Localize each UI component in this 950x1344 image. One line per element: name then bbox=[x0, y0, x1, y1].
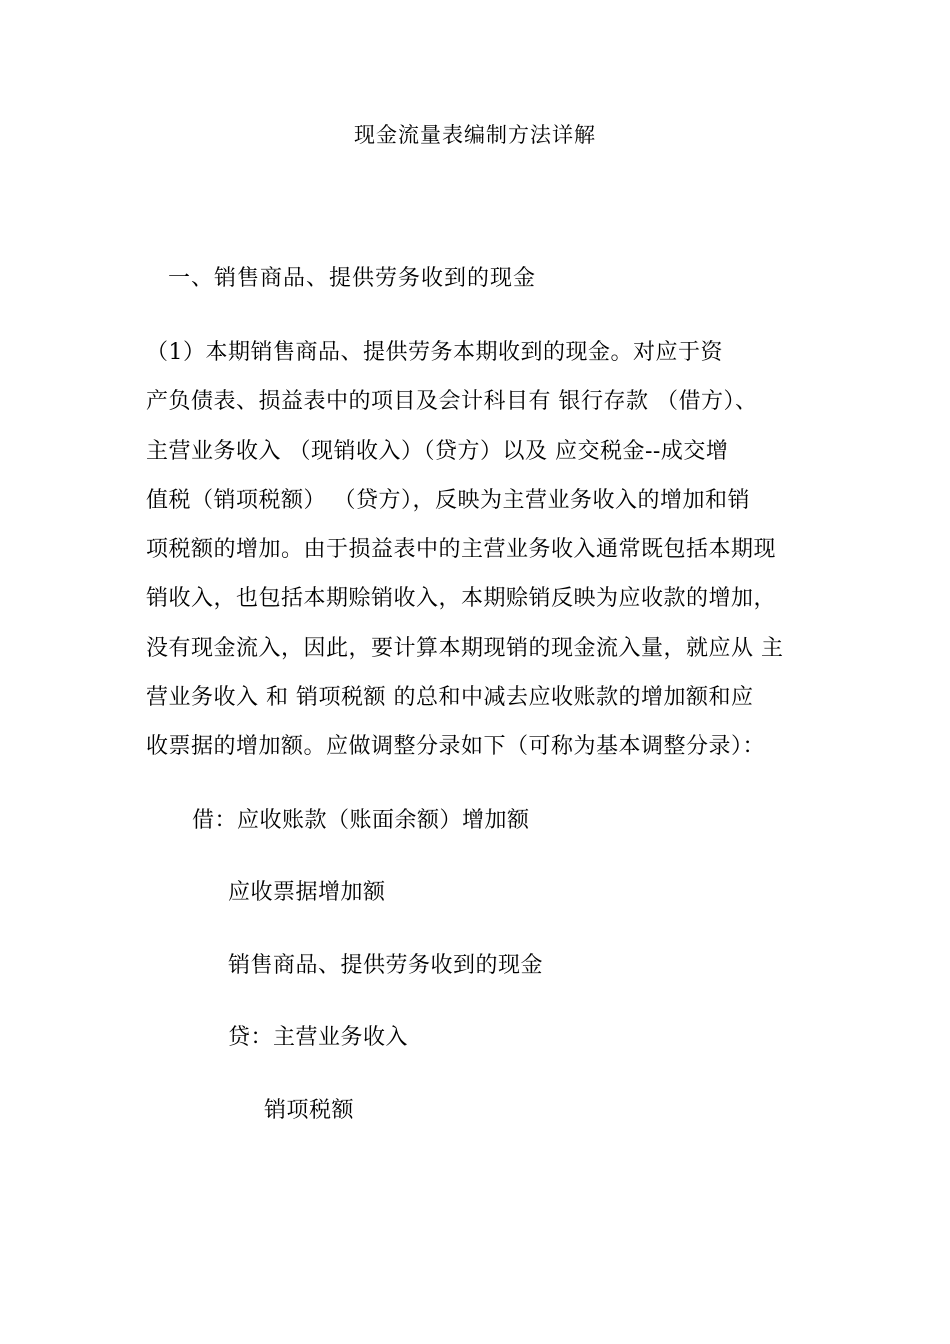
paragraph-line: 收票据的增加额。应做调整分录如下（可称为基本调整分录）： bbox=[146, 734, 766, 760]
paragraph-line: 项税额的增加。由于损益表中的主营业务收入通常既包括本期现 bbox=[146, 537, 777, 563]
journal-debit-line: 应收票据增加额 bbox=[228, 880, 386, 905]
paragraph-line: 值税（销项税额） （贷方），反映为主营业务收入的增加和销 bbox=[146, 487, 750, 513]
journal-debit-line: 借：应收账款（账面余额）增加额 bbox=[192, 808, 530, 833]
paragraph-line: （1）本期销售商品、提供劳务本期收到的现金。对应于资 bbox=[146, 340, 723, 365]
body-paragraph bbox=[146, 334, 816, 778]
paragraph-line: 主营业务收入 （现销收入）（贷方）以及 应交税金--成交增 bbox=[146, 438, 729, 464]
document-title: 现金流量表编制方法详解 bbox=[354, 123, 596, 147]
section-heading: 一、销售商品、提供劳务收到的现金 bbox=[168, 266, 537, 291]
paragraph-line: 产负债表、损益表中的项目及会计科目有 银行存款 （借方）、 bbox=[146, 389, 758, 415]
journal-credit-line: 销项税额 bbox=[264, 1098, 355, 1123]
paragraph-line: 销收入，也包括本期赊销收入，本期赊销反映为应收款的增加， bbox=[146, 586, 777, 612]
journal-debit-line: 销售商品、提供劳务收到的现金 bbox=[228, 953, 544, 978]
journal-credit-line: 贷：主营业务收入 bbox=[228, 1025, 409, 1050]
paragraph-line: 营业务收入 和 销项税额 的总和中减去应收账款的增加额和应 bbox=[146, 685, 754, 711]
paragraph-line: 没有现金流入，因此，要计算本期现销的现金流入量，就应从 主 bbox=[146, 635, 784, 661]
